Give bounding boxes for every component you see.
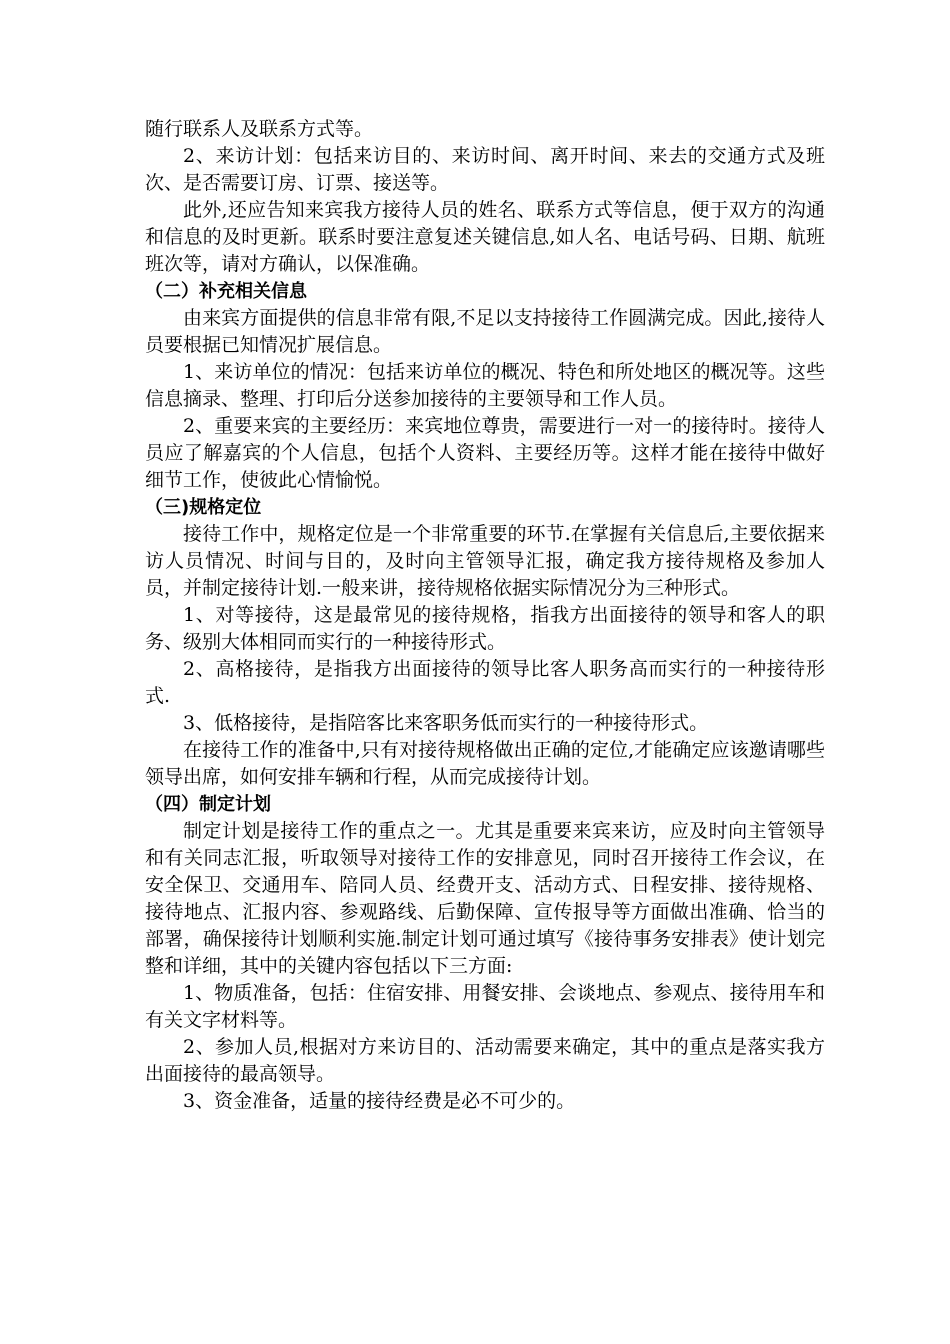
- paragraph-positioning-intro: 接待工作中，规格定位是一个非常重要的环节.在掌握有关信息后,主要依据来访人员情况、时间与目的，及时向主管领导汇报，确定我方接待规格及参加人员，并制定接待计划.一般来讲，接待规格依据实际情况分为三种形式。: [145, 523, 825, 599]
- paragraph-material-prep: 1、物质准备，包括：住宿安排、用餐安排、会谈地点、参观点、接待用车和有关文字材料等。: [145, 982, 825, 1031]
- section-heading-supplement-info: （二）补充相关信息: [145, 281, 307, 302]
- paragraph-contact-info: 此外,还应告知来宾我方接待人员的姓名、联系方式等信息，便于双方的沟通和信息的及时更新。联系时要注意复述关键信息,如人名、电话号码、日期、航班班次等，请对方确认，以保准确。: [145, 199, 825, 275]
- paragraph-visit-plan: 2、来访计划：包括来访目的、来访时间、离开时间、来去的交通方式及班次、是否需要订房、订票、接送等。: [145, 145, 825, 194]
- paragraph-equal-reception: 1、对等接待，这是最常见的接待规格，指我方出面接待的领导和客人的职务、级别大体相同而实行的一种接待形式。: [145, 604, 825, 653]
- section-heading-standard-positioning: （三)规格定位: [145, 497, 262, 518]
- document-page: [145, 116, 825, 1115]
- paragraph-plan-intro: 制定计划是接待工作的重点之一。尤其是重要来宾来访，应及时向主管领导和有关同志汇报，听取领导对接待工作的安排意见，同时召开接待工作会议，在安全保卫、交通用车、陪同人员、经费开支、活动方式、日程安排、接待规格、接待地点、汇报内容、参观路线、后勤保障、宣传报导等方面做出准确、恰当的部署，确保接待计划顺利实施.制定计划可通过填写《接待事务安排表》使计划完整和详细，其中的关键内容包括以下三方面:: [145, 820, 825, 977]
- paragraph-low-reception: 3、低格接待，是指陪客比来客职务低而实行的一种接待形式。: [183, 712, 709, 734]
- paragraph-positioning-summary: 在接待工作的准备中,只有对接待规格做出正确的定位,才能确定应该邀请哪些领导出席，如何安排车辆和行程，从而完成接待计划。: [145, 739, 825, 788]
- paragraph-high-reception: 2、高格接待，是指我方出面接待的领导比客人职务高而实行的一种接待形式.: [145, 658, 825, 707]
- paragraph-funding: 3、资金准备，适量的接待经费是必不可少的。: [183, 1090, 576, 1112]
- paragraph-participants: 2、参加人员,根据对方来访目的、活动需要来确定，其中的重点是落实我方出面接待的最高领导。: [145, 1036, 825, 1085]
- paragraph-visiting-unit: 1、来访单位的情况：包括来访单位的概况、特色和所处地区的概况等。这些信息摘录、整理、打印后分送参加接待的主要领导和工作人员。: [145, 361, 825, 410]
- section-heading-make-plan: （四）制定计划: [145, 794, 271, 815]
- paragraph-supplement-intro: 由来宾方面提供的信息非常有限,不足以支持接待工作圆满完成。因此,接待人员要根据已知情况扩展信息。: [145, 307, 825, 356]
- paragraph-vip-experience: 2、重要来宾的主要经历：来宾地位尊贵，需要进行一对一的接待时。接待人员应了解嘉宾的个人信息，包括个人资料、主要经历等。这样才能在接待中做好细节工作，使彼此心情愉悦。: [145, 415, 825, 491]
- paragraph-continuation: 随行联系人及联系方式等。: [145, 118, 374, 140]
